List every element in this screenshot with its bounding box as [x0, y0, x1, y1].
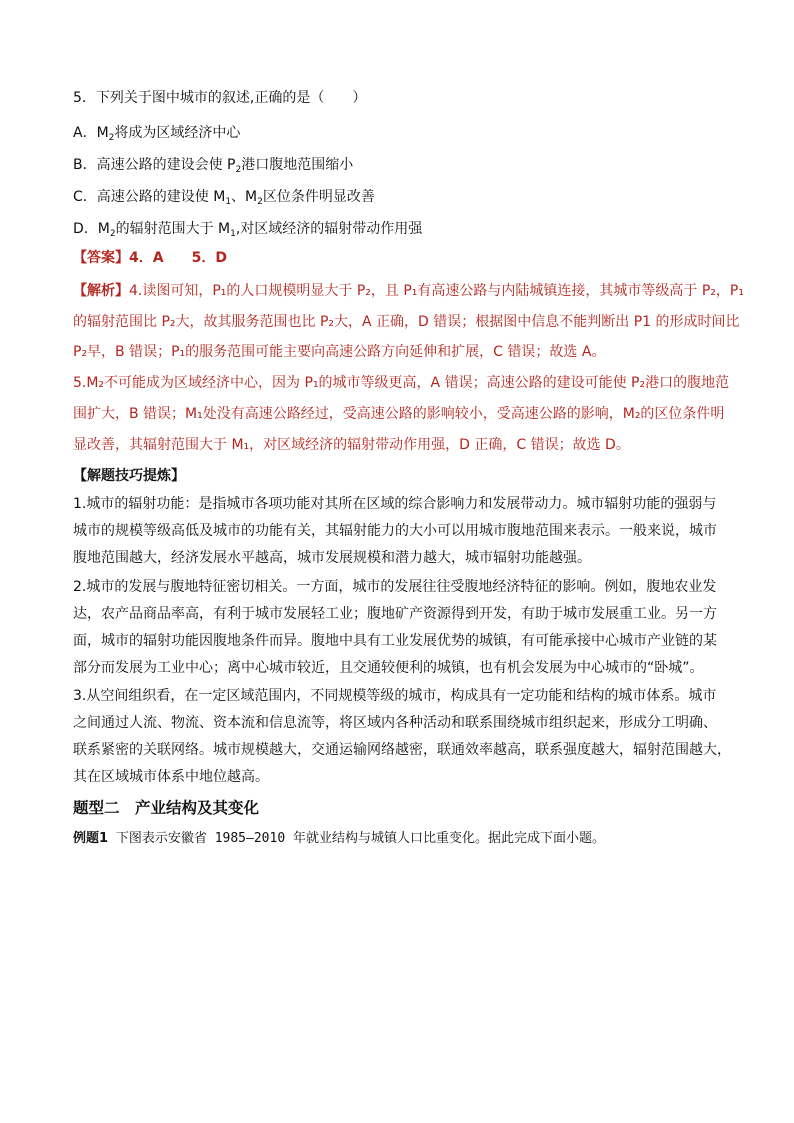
example-label: 例题1 — [73, 831, 109, 846]
tips-paragraph-2-line: 面，城市的辐射功能因腹地条件而异。腹地中具有工业发展优势的城镇，有可能承接中心城市产业链的某 — [73, 633, 717, 649]
tips-paragraph-1-line: 城市的规模等级高低及城市的功能有关，其辐射能力的大小可以用城市腹地范围来表示。一般来说，城市 — [73, 523, 717, 539]
tips-paragraph-3-line: 联系紧密的关联网络。城市规模越大，交通运输网络越密，联通效率越高，联系强度越大，辐射范围越大， — [73, 742, 731, 758]
option-d: D．$M_2$的辐射范围大于 $M_1$,对区域经济的辐射带动作用强 — [73, 221, 423, 239]
option-a: A．$M_2$将成为区域经济中心 — [73, 125, 241, 143]
option-b: B．高速公路的建设会使 $P_2$港口腹地范围缩小 — [73, 157, 354, 175]
tips-title: 【解题技巧提炼】 — [73, 468, 185, 484]
answer-text: 4．A 5．D — [129, 250, 227, 266]
question-5-stem: 5．下列关于图中城市的叙述,正确的是（ ） — [73, 90, 367, 106]
option-c: C．高速公路的建设使 $M_1$、$M_2$区位条件明显改善 — [73, 189, 375, 207]
analysis-line: 的辐射范围比 P₂大，故其服务范围也比 P₂大，A 正确，D 错误；根据图中信息不能判断出 P1 的形成时间比 — [73, 314, 740, 330]
analysis-label: 【解析】 — [73, 283, 129, 299]
tips-paragraph-2-line: 部分而发展为工业中心；离中心城市较近，且交通较便利的城镇，也有机会发展为中心城市的“卧城”。 — [73, 660, 704, 676]
example-intro — [73, 829, 605, 849]
analysis-line: 【解析】4.读图可知，P₁的人口规模明显大于 P₂，且 P₁有高速公路与内陆城镇连接，其城市等级高于 P₂，P₁ — [73, 283, 744, 299]
answer-label: 【答案】 — [73, 250, 129, 266]
tips-paragraph-3-line: 其在区域城市体系中地位越高。 — [73, 769, 269, 785]
tips-paragraph-2-line: 达，农产品商品率高，有利于城市发展轻工业；腹地矿产资源得到开发，有助于城市发展重工业。另一方 — [73, 606, 717, 622]
section-title: 题型二 产业结构及其变化 — [73, 799, 260, 817]
tips-paragraph-2-line: 2.城市的发展与腹地特征密切相关。一方面，城市的发展往往受腹地经济特征的影响。例如，腹地农业发 — [73, 579, 717, 595]
tips-paragraph-1-line: 1.城市的辐射功能：是指城市各项功能对其所在区域的综合影响力和发展带动力。城市辐射功能的强弱与 — [73, 496, 717, 512]
answer-line — [73, 248, 227, 268]
tips-paragraph-3-line: 之间通过人流、物流、资本流和信息流等，将区域内各种活动和联系围绕城市组织起来，形成分工明确、 — [73, 715, 717, 731]
analysis-line: 5.M₂不可能成为区域经济中心，因为 P₁的城市等级更高，A 错误；高速公路的建设可能使 P₂港口的腹地范 — [73, 375, 730, 391]
analysis-line: 围扩大，B 错误；M₁处没有高速公路经过，受高速公路的影响较小，受高速公路的影响，M₂的区位条件明 — [73, 406, 725, 422]
analysis-line: P₂早，B 错误；P₁的服务范围可能主要向高速公路方向延伸和扩展，C 错误；故选 A。 — [73, 344, 606, 360]
example-text: 下图表示安徽省 1985—2010 年就业结构与城镇人口比重变化。据此完成下面小题。 — [115, 831, 605, 846]
tips-paragraph-1-line: 腹地范围越大，经济发展水平越高，城市发展规模和潜力越大，城市辐射功能越强。 — [73, 550, 591, 566]
analysis-line: 显改善，其辐射范围大于 M₁，对区域经济的辐射带动作用强，D 正确，C 错误；故选 D。 — [73, 437, 630, 453]
tips-paragraph-3-line: 3.从空间组织看，在一定区域范围内，不同规模等级的城市，构成具有一定功能和结构的城市体系。城市 — [73, 688, 717, 704]
